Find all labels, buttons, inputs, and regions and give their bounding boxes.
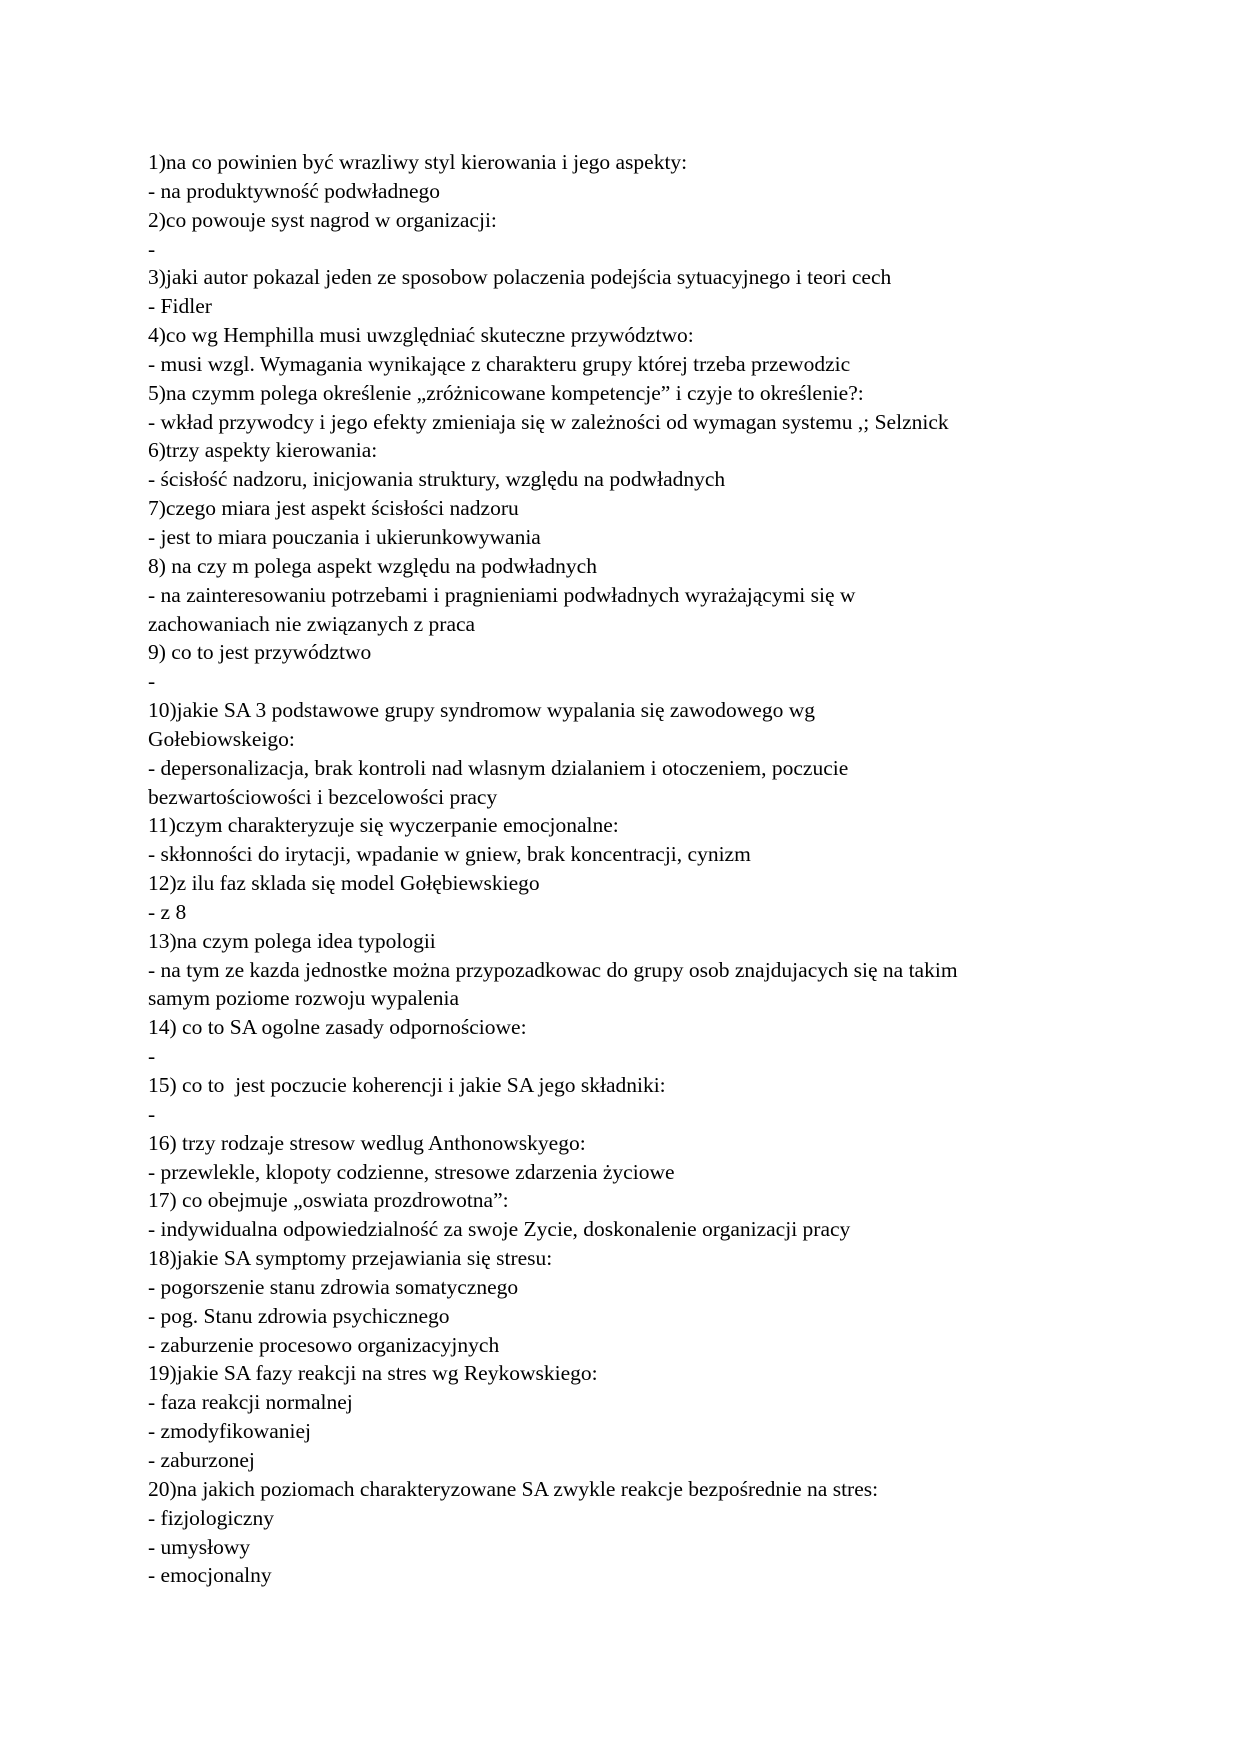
document-line: 13)na czym polega idea typologii xyxy=(148,928,436,953)
document-line: 5)na czymm polega określenie „zróżnicowane kompetencje” i czyje to określenie?: xyxy=(148,380,864,405)
document-line: - przewlekle, klopoty codzienne, stresowe zdarzenia życiowe xyxy=(148,1159,675,1184)
document-line: - musi wzgl. Wymagania wynikające z charakteru grupy której trzeba przewodzic xyxy=(148,351,851,376)
document-line: 8) na czy m polega aspekt względu na podwładnych xyxy=(148,553,597,578)
document-line: - zmodyfikowaniej xyxy=(148,1419,311,1444)
document-line: - indywidualna odpowiedzialność za swoje Zycie, doskonalenie organizacji pracy xyxy=(148,1217,851,1242)
document-line: 6)trzy aspekty kierowania: xyxy=(148,438,378,463)
document-line: - fizjologiczny xyxy=(148,1505,274,1530)
document-line: - depersonalizacja, brak kontroli nad wlasnym dzialaniem i otoczeniem, poczucie xyxy=(148,755,849,780)
document-line: - na zainteresowaniu potrzebami i pragnieniami podwładnych wyrażającymi się w xyxy=(148,582,856,607)
document-line: 20)na jakich poziomach charakteryzowane SA zwykle reakcje bezpośrednie na stres: xyxy=(148,1476,879,1501)
document-line: - zaburzenie procesowo organizacyjnych xyxy=(148,1332,500,1357)
document-line: - xyxy=(148,1044,156,1069)
document-line: 4)co wg Hemphilla musi uwzględniać skuteczne przywództwo: xyxy=(148,323,694,348)
document-line: 7)czego miara jest aspekt ścisłości nadzoru xyxy=(148,496,519,521)
document-line: - na produktywność podwładnego xyxy=(148,178,440,203)
document-line: 18)jakie SA symptomy przejawiania się stresu: xyxy=(148,1246,553,1271)
document-line: zachowaniach nie związanych z praca xyxy=(148,611,476,636)
document-line: 15) co to jest poczucie koherencji i jakie SA jego składniki: xyxy=(148,1073,666,1097)
document-line: - na tym ze kazda jednostke można przypozadkowac do grupy osob znajdujacych się na takim xyxy=(148,957,958,982)
document-line: - xyxy=(148,236,156,261)
document-line: - xyxy=(148,669,156,694)
document-line: - emocjonalny xyxy=(148,1563,272,1588)
document-line: - zaburzonej xyxy=(148,1447,255,1472)
document-line: - pog. Stanu zdrowia psychicznego xyxy=(148,1303,450,1328)
document-line: - wkład przywodcy i jego efekty zmieniaja się w zależności od wymagan systemu ,; Selznick xyxy=(148,409,949,434)
document-line: 2)co powouje syst nagrod w organizacji: xyxy=(148,207,497,232)
document-page xyxy=(148,148,1148,1590)
document-line: 10)jakie SA 3 podstawowe grupy syndromow wypalania się zawodowego wg xyxy=(148,698,815,723)
document-line: - Fidler xyxy=(148,294,212,319)
document-line: - ścisłość nadzoru, inicjowania struktury, względu na podwładnych xyxy=(148,467,726,492)
document-line: 16) trzy rodzaje stresow wedlug Anthonowskyego: xyxy=(148,1130,586,1155)
document-line: bezwartościowości i bezcelowości pracy xyxy=(148,784,498,809)
document-line: - faza reakcji normalnej xyxy=(148,1390,353,1415)
document-line: - xyxy=(148,1101,156,1126)
document-line: - z 8 xyxy=(148,899,187,924)
document-line: 12)z ilu faz sklada się model Gołębiewskiego xyxy=(148,871,540,896)
document-line: 19)jakie SA fazy reakcji na stres wg Reykowskiego: xyxy=(148,1361,598,1386)
document-line: 11)czym charakteryzuje się wyczerpanie emocjonalne: xyxy=(148,813,619,838)
document-line: - skłonności do irytacji, wpadanie w gniew, brak koncentracji, cynizm xyxy=(148,842,751,867)
document-line: 3)jaki autor pokazal jeden ze sposobow polaczenia podejścia sytuacyjnego i teori cech xyxy=(148,265,892,290)
document-line: 1)na co powinien być wrazliwy styl kierowania i jego aspekty: xyxy=(148,150,688,174)
document-line: samym poziome rozwoju wypalenia xyxy=(148,986,460,1011)
document-line: Gołebiowskeigo: xyxy=(148,726,295,751)
document-line: 14) co to SA ogolne zasady odpornościowe: xyxy=(148,1015,527,1040)
document-line: - umysłowy xyxy=(148,1534,251,1559)
document-line: 9) co to jest przywództwo xyxy=(148,640,372,665)
document-line: - jest to miara pouczania i ukierunkowywania xyxy=(148,524,541,549)
document-line: - pogorszenie stanu zdrowia somatycznego xyxy=(148,1274,519,1299)
document-line: 17) co obejmuje „oswiata prozdrowotna”: xyxy=(148,1188,509,1213)
